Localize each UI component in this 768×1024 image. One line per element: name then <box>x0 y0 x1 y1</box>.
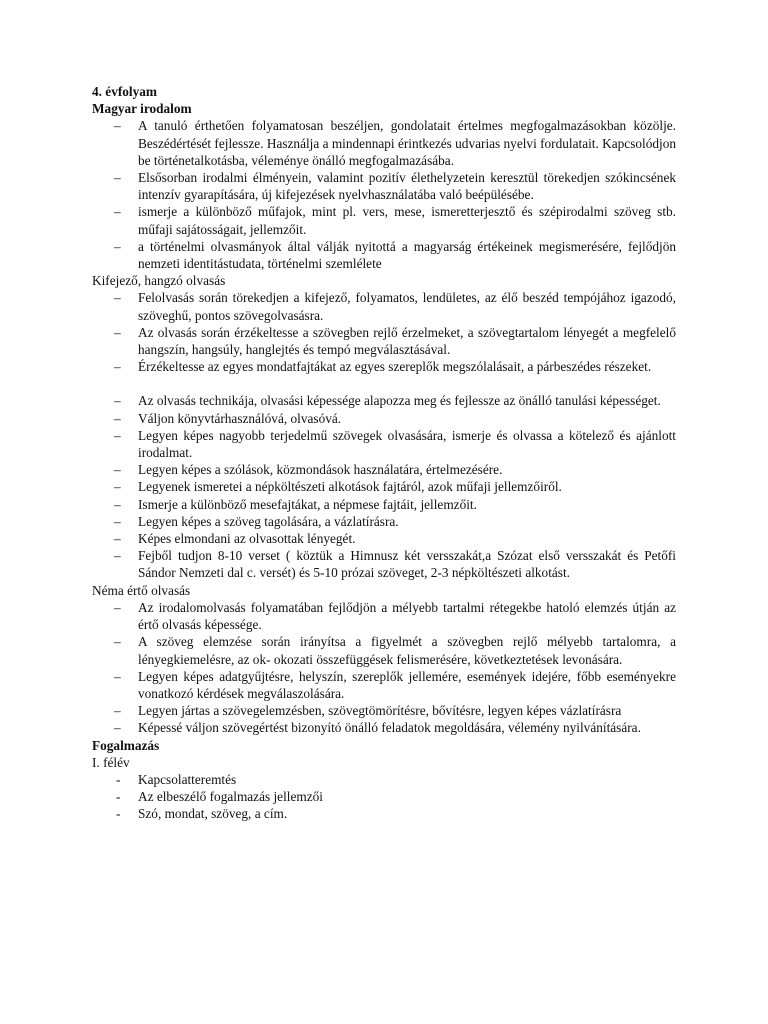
dash-marker: – <box>114 427 121 443</box>
list-item: – Az irodalomolvasás folyamatában fejlődjön a mélyebb tartalmi rétegekbe hatoló elemzés útján az értő olvasás képessége. <box>114 599 676 633</box>
dash-marker: – <box>114 410 121 426</box>
section-heading-composition: Fogalmazás <box>92 737 160 753</box>
list-item: – Felolvasás során törekedjen a kifejező, folyamatos, lendületes, az élő beszéd tempójához igazodó, szöveghű, pontos szövegolvasásra. <box>114 290 676 323</box>
list-item: – Legyen képes a szólások, közmondások használatára, értelmezésére. <box>114 462 503 478</box>
composition-list <box>92 771 676 823</box>
list-item: – Elsősorban irodalmi élményein, valamint pozitív élethelyzetein keresztül törekedjen szókincsének intenzív gyarapítására, új kifejezések nyelvhasználatába való beépülésébe. <box>114 170 676 203</box>
dash-marker: – <box>114 170 121 186</box>
dash-marker: – <box>114 204 121 220</box>
hyphen-marker: - <box>116 806 121 822</box>
list-item: – Képessé váljon szövegértést bizonyító önálló feladatok megoldására, vélemény nyilvánítására. <box>114 720 641 736</box>
list-item: – Legyen képes nagyobb terjedelmű szövegek olvasására, ismerje és olvassa a kötelező és ajánlott irodalmat. <box>114 427 676 461</box>
dash-marker: – <box>114 703 121 719</box>
list-item: – Ismerje a különböző mesefajtákat, a népmese fajtáit, jellemzőit. <box>114 496 477 512</box>
list-item: – A szöveg elemzése során irányítsa a figyelmét a szövegben rejlő mélyebb tartalomra, a lényegkiemelésre, az ok- okozati összefüggések felismerésére, következtetések levonására. <box>114 634 676 667</box>
dash-marker: – <box>114 599 121 615</box>
list-item: – Legyen képes adatgyűjtésre, helyszín, szereplők jellemére, események idejére, főbb eseményekre vonatkozó kérdések megválaszolására. <box>114 668 676 701</box>
list-item: – Váljon könyvtárhasználóvá, olvasóvá. <box>114 410 342 426</box>
expressive-list-a <box>92 289 676 375</box>
section-heading-expressive: Kifejező, hangzó olvasás <box>92 273 226 289</box>
dash-marker: – <box>114 359 121 375</box>
silent-reading-list <box>92 599 676 737</box>
blank-line <box>92 375 676 392</box>
list-item: – A tanuló érthetően folyamatosan beszéljen, gondolatait értelmes megfogalmazásokban közölje. Beszédértését fejlessze. Használja a mindennapi érintkezés udvarias nyelvi fordulatait. Kapcsolódjon be történetalkotásba, véleménye önálló megfogalmazásába. <box>114 118 676 168</box>
dash-marker: – <box>114 531 121 547</box>
dash-marker: – <box>114 634 121 650</box>
list-item: – Legyen jártas a szövegelemzésben, szövegtömörítésre, bővítésre, legyen képes vázlatírásra <box>114 703 622 719</box>
dash-marker: – <box>114 238 121 254</box>
list-item: – Legyen képes a szöveg tagolására, a vázlatírásra. <box>114 513 399 529</box>
list-item: – Legyenek ismeretei a népköltészeti alkotások fajtáról, azok műfaji jellemzőiről. <box>114 479 562 495</box>
list-item: – Fejből tudjon 8-10 verset ( köztük a Himnusz két versszakát,a Szózat első versszakát és Petőfi Sándor Nemzeti dal c. versét) és 5-10 prózai szöveget, 2-3 népköltészeti alkotást. <box>114 548 676 581</box>
dash-marker: – <box>114 479 121 495</box>
dash-marker: – <box>114 513 121 529</box>
dash-marker: – <box>114 393 121 409</box>
list-item: – Az olvasás technikája, olvasási képessége alapozza meg és fejlessze az önálló tanulási képességet. <box>114 393 661 409</box>
dash-marker: – <box>114 548 121 564</box>
list-item: – ismerje a különböző műfajok, mint pl. vers, mese, ismeretterjesztő és szépirodalmi szöveg stb. műfaji sajátosságait, jellemzőit. <box>114 204 676 237</box>
dash-marker: – <box>114 668 121 684</box>
dash-marker: – <box>114 324 121 340</box>
hyphen-marker: - <box>116 789 121 805</box>
subject-heading: Magyar irodalom <box>92 101 192 117</box>
semester-label: I. félév <box>92 754 130 770</box>
dash-marker: – <box>114 462 121 478</box>
grade-heading: 4. évfolyam <box>92 84 157 99</box>
list-item: - Szó, mondat, szöveg, a cím. <box>116 806 288 822</box>
list-item: – Az olvasás során érzékeltesse a szövegben rejlő érzelmeket, a szövegtartalom lényegét a megfelelő hangszín, hangsúly, hanglejtés és tempó megválasztásával. <box>114 324 676 358</box>
list-item: - Az elbeszélő fogalmazás jellemzői <box>116 789 323 805</box>
expressive-list-b <box>92 392 676 581</box>
dash-marker: – <box>114 118 121 134</box>
list-item: - Kapcsolatteremtés <box>116 771 237 787</box>
list-item: – a történelmi olvasmányok által válják nyitottá a magyarság értékeinek megismerésére, fejlődjön nemzeti identitástudata, történelmi szemlélete <box>114 238 676 272</box>
hyphen-marker: - <box>116 771 121 787</box>
dash-marker: – <box>114 290 121 306</box>
section-heading-silent: Néma értő olvasás <box>92 582 191 598</box>
dash-marker: – <box>114 496 121 512</box>
document-page <box>92 83 676 823</box>
intro-list <box>92 117 676 272</box>
dash-marker: – <box>114 720 121 736</box>
list-item: – Képes elmondani az olvasottak lényegét. <box>114 531 356 547</box>
list-item: – Érzékeltesse az egyes mondatfajtákat az egyes szereplők megszólalásait, a párbeszédes részeket. <box>114 359 652 375</box>
